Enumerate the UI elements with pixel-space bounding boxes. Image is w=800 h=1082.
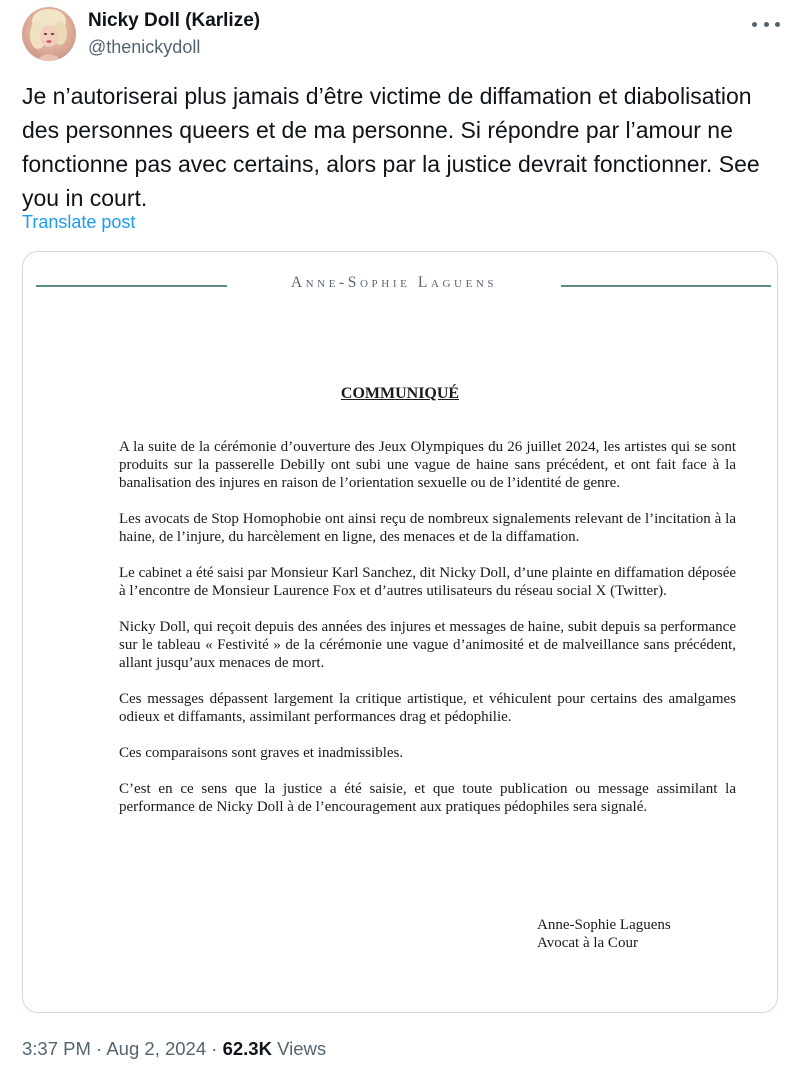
attached-document-image[interactable] bbox=[22, 251, 778, 1013]
more-options-button[interactable] bbox=[752, 12, 780, 36]
document-title: COMMUNIQUÉ bbox=[340, 385, 460, 402]
meta-separator: · bbox=[211, 1038, 218, 1059]
document-body bbox=[119, 438, 736, 834]
author-handle[interactable]: @thenickydoll bbox=[88, 37, 201, 57]
views-count: 62.3K bbox=[222, 1038, 272, 1059]
signature-name: Anne-Sophie Laguens bbox=[537, 917, 671, 933]
document-paragraph: A la suite de la cérémonie d’ouverture des Jeux Olympiques du 26 juillet 2024, les artistes qui se sont produits sur la passerelle Debilly ont subi une vague de haine sans précédent, et ont fait face à la banalisation des injures en raison de l’orientation sexuelle ou de l’identité de genre. bbox=[119, 439, 736, 491]
document-paragraph: Le cabinet a été saisi par Monsieur Karl Sanchez, dit Nicky Doll, d’une plainte en diffamation déposée à l’encontre de Monsieur Laurence Fox et d’autres utilisateurs du réseau social X (Twitter). bbox=[119, 565, 737, 599]
document-paragraph: Nicky Doll, qui reçoit depuis des années des injures et messages de haine, subit depuis sa performance sur le tableau « Festivité » de la cérémonie une vague d’animosité et de malveillance sans précédent, allant jusqu’aux menaces de mort. bbox=[119, 619, 736, 671]
letterhead-divider bbox=[36, 285, 227, 287]
more-horizontal-icon bbox=[775, 22, 780, 27]
more-horizontal-icon bbox=[764, 22, 769, 27]
avatar[interactable] bbox=[22, 7, 76, 61]
post-date[interactable]: Aug 2, 2024 bbox=[106, 1038, 207, 1059]
profile-photo-icon bbox=[22, 7, 76, 61]
document-paragraph: C’est en ce sens que la justice a été saisie, et que toute publication ou message assimilant la performance de Nicky Doll à de l’encouragement aux pratiques pédophiles sera signalé. bbox=[119, 781, 736, 815]
views-label: Views bbox=[277, 1038, 327, 1059]
document-paragraph: Ces comparaisons sont graves et inadmissibles. bbox=[119, 745, 404, 761]
author-name[interactable]: Nicky Doll (Karlize) bbox=[88, 10, 261, 31]
document-paragraph: Ces messages dépassent largement la critique artistique, et véhiculent pour certains des amalgames odieux et diffamants, assimilant performances drag et pédophilie. bbox=[119, 691, 736, 725]
letterhead-name: Anne-Sophie Laguens bbox=[290, 274, 498, 291]
document-signature bbox=[537, 916, 671, 952]
more-horizontal-icon bbox=[752, 22, 757, 27]
translate-post-link[interactable]: Translate post bbox=[22, 212, 136, 232]
tweet-text: Je n’autoriserai plus jamais d’être victime de diffamation et diabolisation des personnes queers et de ma personne. Si répondre par l’amour ne fonctionne pas avec certains, alors par la justice devrait fonctionner. See you in court. bbox=[22, 83, 760, 211]
signature-title: Avocat à la Cour bbox=[537, 935, 638, 951]
post-time[interactable]: 3:37 PM bbox=[22, 1038, 91, 1059]
document-paragraph: Les avocats de Stop Homophobie ont ainsi reçu de nombreux signalements relevant de l’incitation à la haine, de l’injure, du harcèlement en ligne, des menaces et de la diffamation. bbox=[119, 511, 736, 545]
post-meta bbox=[22, 1038, 326, 1060]
letterhead-divider bbox=[561, 285, 771, 287]
meta-separator: · bbox=[96, 1038, 103, 1059]
